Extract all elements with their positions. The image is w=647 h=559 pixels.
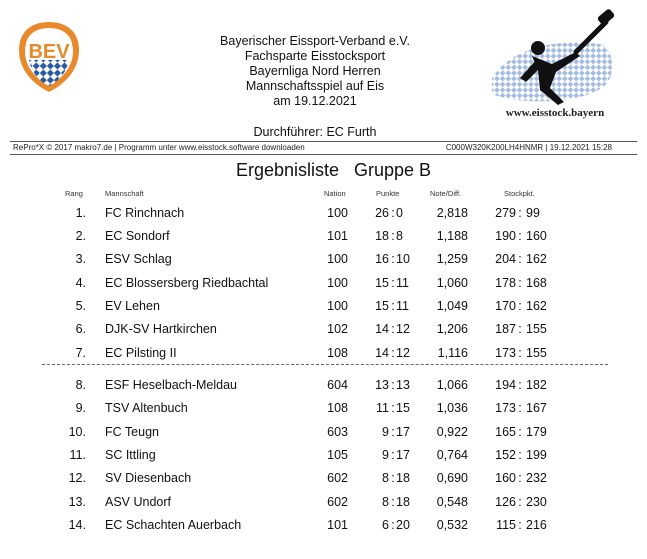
- cell-stock-against: 155: [526, 346, 547, 360]
- cell-pts-against: 13: [396, 378, 410, 392]
- score-separator: :: [391, 378, 395, 392]
- table-row: [0, 422, 647, 442]
- cell-pts-for: 8: [382, 495, 389, 509]
- cell-stock-against: 160: [526, 229, 547, 243]
- score-separator: :: [391, 495, 395, 509]
- cell-note: 1,188: [436, 229, 468, 243]
- cell-team: EV Lehen: [105, 299, 160, 313]
- cell-stock-for: 115: [496, 518, 516, 532]
- cell-pts-for: 15: [375, 299, 389, 313]
- cell-pts-against: 8: [396, 229, 403, 243]
- cell-stock-for: 170: [495, 299, 516, 313]
- score-separator: :: [518, 495, 522, 509]
- cell-pts-for: 9: [382, 448, 389, 462]
- website-label: www.eisstock.bayern: [505, 107, 605, 119]
- score-separator: :: [518, 471, 522, 485]
- cell-rank: 10.: [68, 425, 86, 439]
- cell-team: EC Blossersberg Riedbachtal: [105, 276, 269, 290]
- cell-pts-against: 20: [396, 518, 410, 532]
- header-line-5: am 19.12.2021: [273, 94, 357, 108]
- cell-stock-against: 99: [526, 206, 540, 220]
- relegation-divider: [42, 364, 608, 365]
- cell-rank: 2.: [75, 229, 86, 243]
- score-separator: :: [518, 252, 522, 266]
- score-separator: :: [518, 299, 522, 313]
- cell-team: ESF Heselbach-Meldau: [105, 378, 238, 392]
- header-line-4: Mannschaftsspiel auf Eis: [245, 79, 385, 93]
- cell-stock-for: 190: [495, 229, 516, 243]
- cell-rank: 1.: [75, 206, 86, 220]
- table-row: [0, 492, 647, 512]
- print-code: C000W320K200LH4HNMR | 19.12.2021 15:28: [445, 143, 612, 152]
- curler-silhouette-icon: [480, 8, 630, 123]
- score-separator: :: [391, 252, 395, 266]
- cell-rank: 9.: [75, 401, 86, 415]
- cell-pts-against: 17: [396, 448, 410, 462]
- header-block: [150, 34, 480, 109]
- score-separator: :: [391, 322, 395, 336]
- cell-pts-against: 0: [396, 206, 403, 220]
- cell-nation: 101: [327, 229, 348, 243]
- cell-stock-against: 182: [526, 378, 547, 392]
- cell-pts-against: 18: [396, 495, 410, 509]
- cell-pts-against: 17: [396, 425, 410, 439]
- cell-pts-for: 14: [375, 346, 389, 360]
- cell-nation: 100: [327, 252, 348, 266]
- cell-nation: 603: [327, 425, 348, 439]
- col-header-points: Punkte: [376, 189, 400, 198]
- cell-stock-against: 216: [526, 518, 547, 532]
- cell-rank: 14.: [68, 518, 86, 532]
- cell-nation: 105: [327, 448, 348, 462]
- score-separator: :: [518, 448, 522, 462]
- score-separator: :: [518, 229, 522, 243]
- table-row: [0, 319, 647, 339]
- cell-nation: 604: [327, 378, 348, 392]
- cell-note: 2,818: [436, 206, 468, 220]
- cell-pts-for: 8: [382, 471, 389, 485]
- cell-note: 0,532: [436, 518, 468, 532]
- cell-note: 1,206: [436, 322, 468, 336]
- cell-stock-for: 187: [495, 322, 516, 336]
- cell-nation: 602: [327, 495, 348, 509]
- cell-nation: 102: [327, 322, 348, 336]
- cell-pts-for: 9: [382, 425, 389, 439]
- meta-line: [13, 143, 612, 152]
- score-separator: :: [518, 346, 522, 360]
- score-separator: :: [391, 346, 395, 360]
- cell-note: 1,066: [436, 378, 468, 392]
- header-line-3: Bayernliga Nord Herren: [249, 64, 381, 78]
- cell-stock-against: 230: [526, 495, 547, 509]
- cell-rank: 4.: [75, 276, 86, 290]
- cell-team: EC Schachten Auerbach: [105, 518, 242, 532]
- score-separator: :: [391, 401, 395, 415]
- header-line-1: Bayerischer Eissport-Verband e.V.: [220, 34, 410, 48]
- cell-stock-for: 165: [495, 425, 516, 439]
- cell-pts-for: 26: [375, 206, 389, 220]
- cell-note: 0,548: [436, 495, 468, 509]
- cell-stock-against: 167: [526, 401, 547, 415]
- cell-nation: 108: [327, 401, 348, 415]
- cell-pts-for: 14: [375, 322, 389, 336]
- table-row: [0, 203, 647, 223]
- header-line-2: Fachsparte Eisstocksport: [244, 49, 386, 63]
- score-separator: :: [391, 276, 395, 290]
- cell-note: 1,049: [436, 299, 468, 313]
- cell-stock-for: 173: [495, 346, 516, 360]
- score-separator: :: [391, 206, 395, 220]
- cell-pts-against: 11: [396, 276, 409, 290]
- cell-stock-against: 162: [526, 252, 547, 266]
- results-group: Gruppe B: [354, 160, 432, 180]
- cell-team: FC Teugn: [105, 425, 159, 439]
- score-separator: :: [391, 425, 395, 439]
- score-separator: :: [391, 299, 395, 313]
- score-separator: :: [391, 229, 395, 243]
- cell-pts-for: 11: [376, 401, 389, 415]
- cell-rank: 12.: [68, 471, 86, 485]
- cell-rank: 13.: [68, 495, 86, 509]
- cell-pts-against: 15: [396, 401, 410, 415]
- score-separator: :: [518, 401, 522, 415]
- cell-team: FC Rinchnach: [105, 206, 185, 220]
- cell-nation: 100: [327, 206, 348, 220]
- cell-note: 0,764: [436, 448, 468, 462]
- cell-pts-for: 16: [375, 252, 389, 266]
- cell-rank: 8.: [75, 378, 86, 392]
- score-separator: :: [391, 518, 395, 532]
- cell-stock-for: 173: [495, 401, 516, 415]
- cell-stock-against: 179: [526, 425, 547, 439]
- cell-stock-against: 168: [526, 276, 547, 290]
- cell-stock-for: 126: [495, 495, 516, 509]
- table-row: [0, 468, 647, 488]
- score-separator: :: [391, 448, 395, 462]
- score-separator: :: [518, 322, 522, 336]
- col-header-rank: Rang: [65, 189, 83, 198]
- cell-pts-for: 6: [382, 518, 389, 532]
- cell-stock-against: 162: [526, 299, 547, 313]
- cell-nation: 100: [327, 276, 348, 290]
- table-row: [0, 515, 647, 535]
- cell-nation: 108: [327, 346, 348, 360]
- cell-stock-for: 279: [495, 206, 516, 220]
- cell-stock-for: 160: [495, 471, 516, 485]
- cell-pts-for: 15: [375, 276, 389, 290]
- score-separator: :: [391, 471, 395, 485]
- cell-note: 1,060: [436, 276, 468, 290]
- cell-stock-against: 155: [526, 322, 547, 336]
- cell-rank: 3.: [75, 252, 86, 266]
- table-row: [0, 273, 647, 293]
- cell-pts-against: 12: [396, 346, 410, 360]
- cell-stock-for: 178: [495, 276, 516, 290]
- cell-pts-against: 12: [396, 322, 410, 336]
- cell-stock-for: 152: [495, 448, 516, 462]
- cell-team: ASV Undorf: [105, 495, 172, 509]
- cell-pts-against: 18: [396, 471, 410, 485]
- results-title: [0, 160, 647, 181]
- cell-pts-for: 18: [375, 229, 389, 243]
- score-separator: :: [518, 206, 522, 220]
- col-header-nation: Nation: [324, 189, 346, 198]
- cell-rank: 11.: [69, 448, 86, 462]
- cell-stock-for: 194: [495, 378, 516, 392]
- table-row: [0, 249, 647, 269]
- table-row: [0, 445, 647, 465]
- top-rule: [10, 141, 637, 142]
- cell-stock-for: 204: [495, 252, 516, 266]
- cell-pts-for: 13: [375, 378, 389, 392]
- organizer-line: Durchführer: EC Furth: [253, 125, 377, 139]
- score-separator: :: [518, 276, 522, 290]
- bottom-rule: [10, 154, 637, 155]
- cell-stock-against: 199: [526, 448, 547, 462]
- score-separator: :: [518, 425, 522, 439]
- cell-nation: 101: [327, 518, 348, 532]
- table-row: [0, 296, 647, 316]
- bev-crest-icon: [15, 20, 83, 94]
- cell-note: 0,922: [436, 425, 468, 439]
- cell-team: SC Ittling: [105, 448, 156, 462]
- cell-note: 0,690: [436, 471, 468, 485]
- cell-team: SV Diesenbach: [105, 471, 192, 485]
- cell-nation: 100: [327, 299, 348, 313]
- cell-team: TSV Altenbuch: [105, 401, 188, 415]
- col-header-stock: Stockpkt.: [504, 189, 535, 198]
- cell-rank: 6.: [75, 322, 86, 336]
- cell-note: 1,259: [436, 252, 468, 266]
- table-row: [0, 343, 647, 363]
- score-separator: :: [518, 378, 522, 392]
- cell-team: ESV Schlag: [105, 252, 172, 266]
- cell-note: 1,116: [437, 346, 468, 360]
- cell-team: EC Sondorf: [105, 229, 170, 243]
- software-credit: RePro*X © 2017 makro7.de | Programm unter www.eisstock.software downloaden: [13, 143, 305, 152]
- cell-pts-against: 10: [396, 252, 410, 266]
- cell-note: 1,036: [436, 401, 468, 415]
- cell-rank: 5.: [75, 299, 86, 313]
- col-header-team: Mannschaft: [105, 189, 144, 198]
- svg-text:BEV: BEV: [28, 41, 70, 63]
- table-row: [0, 226, 647, 246]
- cell-pts-against: 11: [396, 299, 409, 313]
- results-title-text: Ergebnisliste: [235, 160, 339, 180]
- cell-team: DJK-SV Hartkirchen: [105, 322, 217, 336]
- cell-stock-against: 232: [526, 471, 547, 485]
- table-row: [0, 398, 647, 418]
- cell-nation: 602: [327, 471, 348, 485]
- col-header-note: Note/Diff.: [430, 189, 462, 198]
- cell-team: EC Pilsting II: [105, 346, 177, 360]
- table-row: [0, 375, 647, 395]
- cell-rank: 7.: [75, 346, 86, 360]
- score-separator: :: [518, 518, 522, 532]
